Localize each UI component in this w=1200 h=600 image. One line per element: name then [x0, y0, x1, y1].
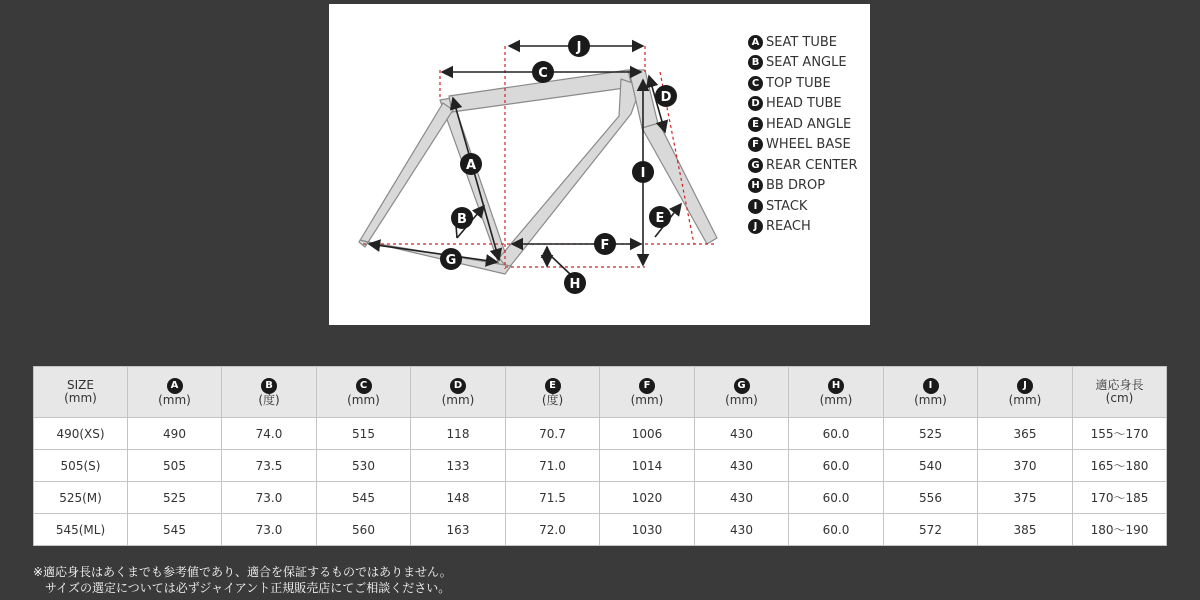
svg-text:D: D	[660, 90, 672, 105]
legend-badge: A	[748, 35, 763, 50]
legend-badge: E	[748, 117, 763, 132]
cell-i: 572	[884, 514, 978, 546]
callout-a	[460, 153, 482, 175]
callout-c	[532, 61, 554, 83]
legend-badge: D	[748, 96, 763, 111]
callout-b	[451, 207, 473, 229]
cell-a: 525	[128, 482, 222, 514]
legend-label: REAR CENTER	[766, 157, 858, 173]
fork-shape	[642, 123, 717, 244]
cell-j: 370	[978, 450, 1073, 482]
header-d: D (mm)	[411, 367, 506, 418]
cell-size: 525(M)	[34, 482, 128, 514]
legend-label: WHEEL BASE	[766, 137, 851, 153]
legend-badge: J	[748, 219, 763, 234]
svg-text:J: J	[576, 40, 582, 55]
svg-text:C: C	[538, 66, 548, 81]
seat-tube-shape	[440, 98, 510, 270]
svg-text:B: B	[457, 212, 467, 227]
legend-badge: G	[748, 158, 763, 173]
callout-g	[440, 248, 462, 270]
geometry-table	[33, 366, 1167, 546]
legend-label: HEAD ANGLE	[766, 116, 852, 132]
cell-f: 1020	[600, 482, 695, 514]
table-row	[34, 514, 1167, 546]
cell-i: 556	[884, 482, 978, 514]
callout-e	[649, 206, 671, 228]
callout-f	[594, 233, 616, 255]
legend-item-h	[748, 176, 858, 197]
legend-badge: C	[748, 76, 763, 91]
down-tube-shape	[499, 79, 641, 269]
table-header-row	[34, 367, 1167, 418]
svg-text:F: F	[600, 238, 610, 253]
legend-item-j	[748, 217, 858, 238]
frame-geometry-diagram	[329, 4, 870, 325]
cell-g: 430	[695, 482, 789, 514]
callout-d	[655, 85, 677, 107]
svg-text:I: I	[640, 166, 646, 181]
cell-size: 545(ML)	[34, 514, 128, 546]
legend-label: TOP TUBE	[766, 75, 831, 91]
callout-j	[568, 35, 590, 57]
footnote-consult: サイズの選定については必ずジャイアント正規販売店にてご相談ください。	[45, 581, 451, 595]
cell-f: 1006	[600, 418, 695, 450]
chain-stay-shape	[360, 240, 511, 274]
cell-f: 1030	[600, 514, 695, 546]
table-row	[34, 482, 1167, 514]
cell-h: 60.0	[789, 450, 884, 482]
cell-c: 530	[317, 450, 411, 482]
cell-i: 525	[884, 418, 978, 450]
cell-g: 430	[695, 514, 789, 546]
legend-label: SEAT TUBE	[766, 34, 838, 50]
legend-item-b	[748, 53, 858, 74]
cell-b: 73.0	[222, 514, 317, 546]
header-g: G (mm)	[695, 367, 789, 418]
header-rider-height: 適応身長 (cm)	[1073, 367, 1167, 418]
cell-i: 540	[884, 450, 978, 482]
cell-e: 70.7	[506, 418, 600, 450]
cell-j: 385	[978, 514, 1073, 546]
cell-size: 490(XS)	[34, 418, 128, 450]
cell-f: 1014	[600, 450, 695, 482]
svg-text:G: G	[445, 253, 457, 268]
header-b: B (度)	[222, 367, 317, 418]
cell-d: 148	[411, 482, 506, 514]
legend-item-d	[748, 94, 858, 115]
cell-h: 60.0	[789, 514, 884, 546]
header-size: SIZE (mm)	[34, 367, 128, 418]
header-e: E (度)	[506, 367, 600, 418]
legend-item-e	[748, 114, 858, 135]
cell-c: 545	[317, 482, 411, 514]
header-f: F (mm)	[600, 367, 695, 418]
cell-d: 133	[411, 450, 506, 482]
cell-size: 505(S)	[34, 450, 128, 482]
header-a: A (mm)	[128, 367, 222, 418]
cell-e: 72.0	[506, 514, 600, 546]
svg-text:A: A	[465, 158, 477, 173]
cell-b: 73.5	[222, 450, 317, 482]
svg-text:H: H	[569, 277, 581, 292]
cell-rider-height: 165〜180	[1073, 450, 1167, 482]
header-h: H (mm)	[789, 367, 884, 418]
dimension-legend	[748, 32, 858, 237]
cell-g: 430	[695, 450, 789, 482]
cell-c: 515	[317, 418, 411, 450]
legend-badge: H	[748, 178, 763, 193]
cell-j: 375	[978, 482, 1073, 514]
legend-item-f	[748, 135, 858, 156]
cell-d: 118	[411, 418, 506, 450]
legend-label: HEAD TUBE	[766, 96, 842, 112]
callout-h	[564, 272, 586, 294]
header-j: J (mm)	[978, 367, 1073, 418]
legend-item-i	[748, 196, 858, 217]
seat-stay-shape	[359, 103, 453, 247]
legend-label: SEAT ANGLE	[766, 55, 847, 71]
legend-item-g	[748, 155, 858, 176]
legend-badge: F	[748, 137, 763, 152]
legend-label: REACH	[766, 219, 811, 235]
cell-e: 71.5	[506, 482, 600, 514]
cell-d: 163	[411, 514, 506, 546]
cell-a: 545	[128, 514, 222, 546]
table-row	[34, 450, 1167, 482]
cell-g: 430	[695, 418, 789, 450]
cell-h: 60.0	[789, 418, 884, 450]
cell-b: 74.0	[222, 418, 317, 450]
footnotes	[33, 564, 452, 596]
cell-c: 560	[317, 514, 411, 546]
cell-a: 505	[128, 450, 222, 482]
legend-item-c	[748, 73, 858, 94]
header-i: I (mm)	[884, 367, 978, 418]
legend-label: BB DROP	[766, 178, 826, 194]
legend-item-a	[748, 32, 858, 53]
callout-i	[632, 161, 654, 183]
cell-rider-height: 155〜170	[1073, 418, 1167, 450]
footnote-disclaimer: ※適応身長はあくまでも参考値であり、適合を保証するものではありません。	[33, 565, 452, 579]
cell-h: 60.0	[789, 482, 884, 514]
cell-rider-height: 170〜185	[1073, 482, 1167, 514]
cell-b: 73.0	[222, 482, 317, 514]
table-row	[34, 418, 1167, 450]
legend-badge: I	[748, 199, 763, 214]
header-c: C (mm)	[317, 367, 411, 418]
legend-label: STACK	[766, 198, 808, 214]
legend-badge: B	[748, 55, 763, 70]
cell-e: 71.0	[506, 450, 600, 482]
cell-j: 365	[978, 418, 1073, 450]
svg-text:E: E	[655, 211, 665, 226]
cell-a: 490	[128, 418, 222, 450]
cell-rider-height: 180〜190	[1073, 514, 1167, 546]
